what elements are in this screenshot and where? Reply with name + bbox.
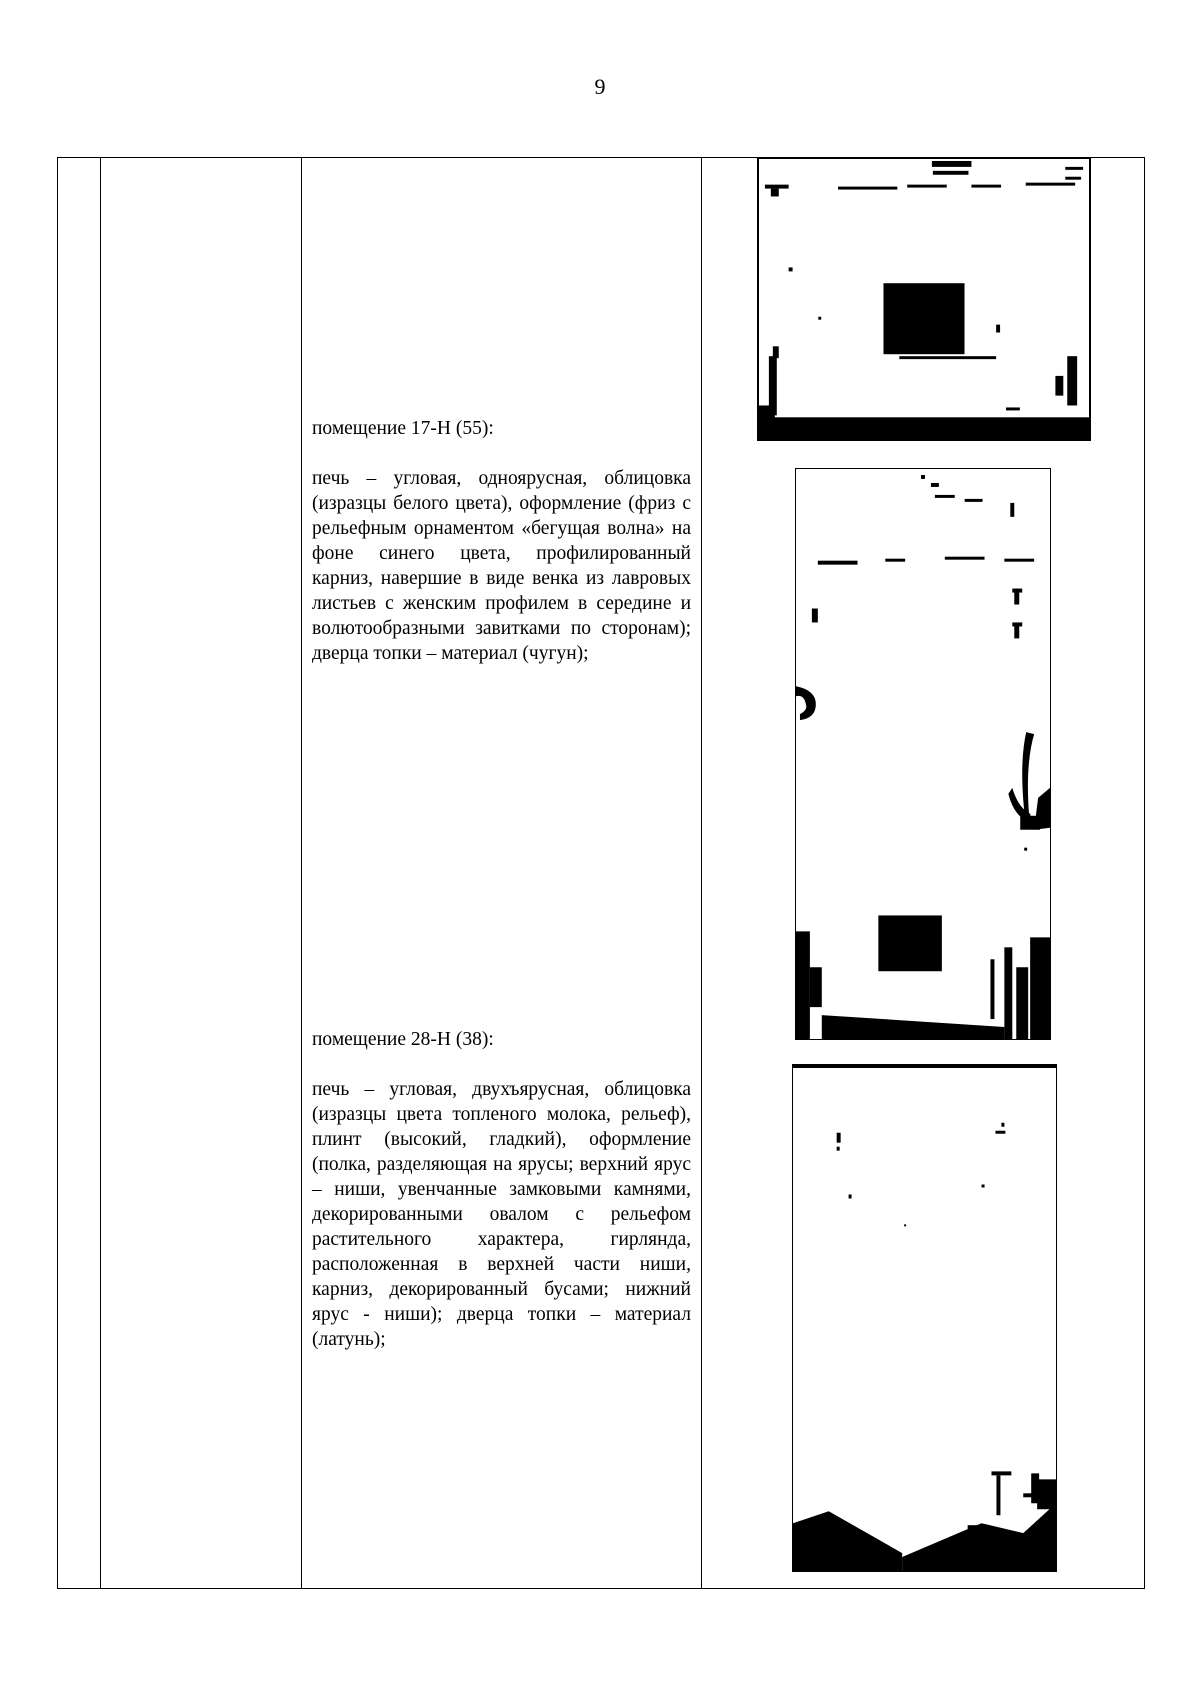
room-description bbox=[312, 1077, 691, 1352]
page-number: 9 bbox=[594, 74, 606, 99]
photo-image bbox=[796, 469, 1050, 1039]
room-description bbox=[312, 466, 691, 666]
room-description-text: печь – угловая, одноярусная, облицовка (изразцы белого цвета), оформление (фриз с рельефным орнаментом «бегущая волна» на фоне синего цвета, профилированный карниз, навершие в виде венка из лавровых листьев с женским профилем в середине и волютообразными завитками по сторонам); дверца топки – материал (чугун); bbox=[312, 468, 691, 664]
room-title-text: помещение 17-Н (55): bbox=[312, 418, 494, 439]
table-column-divider bbox=[301, 158, 302, 1588]
room-title bbox=[312, 1027, 691, 1052]
photo-image bbox=[759, 159, 1089, 439]
table-column-divider bbox=[100, 158, 101, 1588]
room-title bbox=[312, 416, 691, 441]
room-title-text: помещение 28-Н (38): bbox=[312, 1029, 494, 1050]
stove-photo-top bbox=[757, 157, 1091, 441]
stove-photo-room-17n bbox=[795, 468, 1051, 1040]
table-column-divider bbox=[701, 158, 702, 1588]
stove-photo-room-28n bbox=[792, 1064, 1057, 1572]
room-description-text: печь – угловая, двухъярусная, облицовка (изразцы цвета топленого молока, рельеф), плинт (высокий, гладкий), оформление (полка, разделяющая на ярусы; верхний ярус – ниши, увенчанные замковыми камнями, декорированными овалом с рельефом растительного характера, гирлянда, расположенная в верхней части ниши, карниз, декорированный бусами; нижний ярус - ниши); дверца топки – материал (латунь); bbox=[312, 1079, 691, 1350]
photo-image bbox=[793, 1065, 1056, 1571]
